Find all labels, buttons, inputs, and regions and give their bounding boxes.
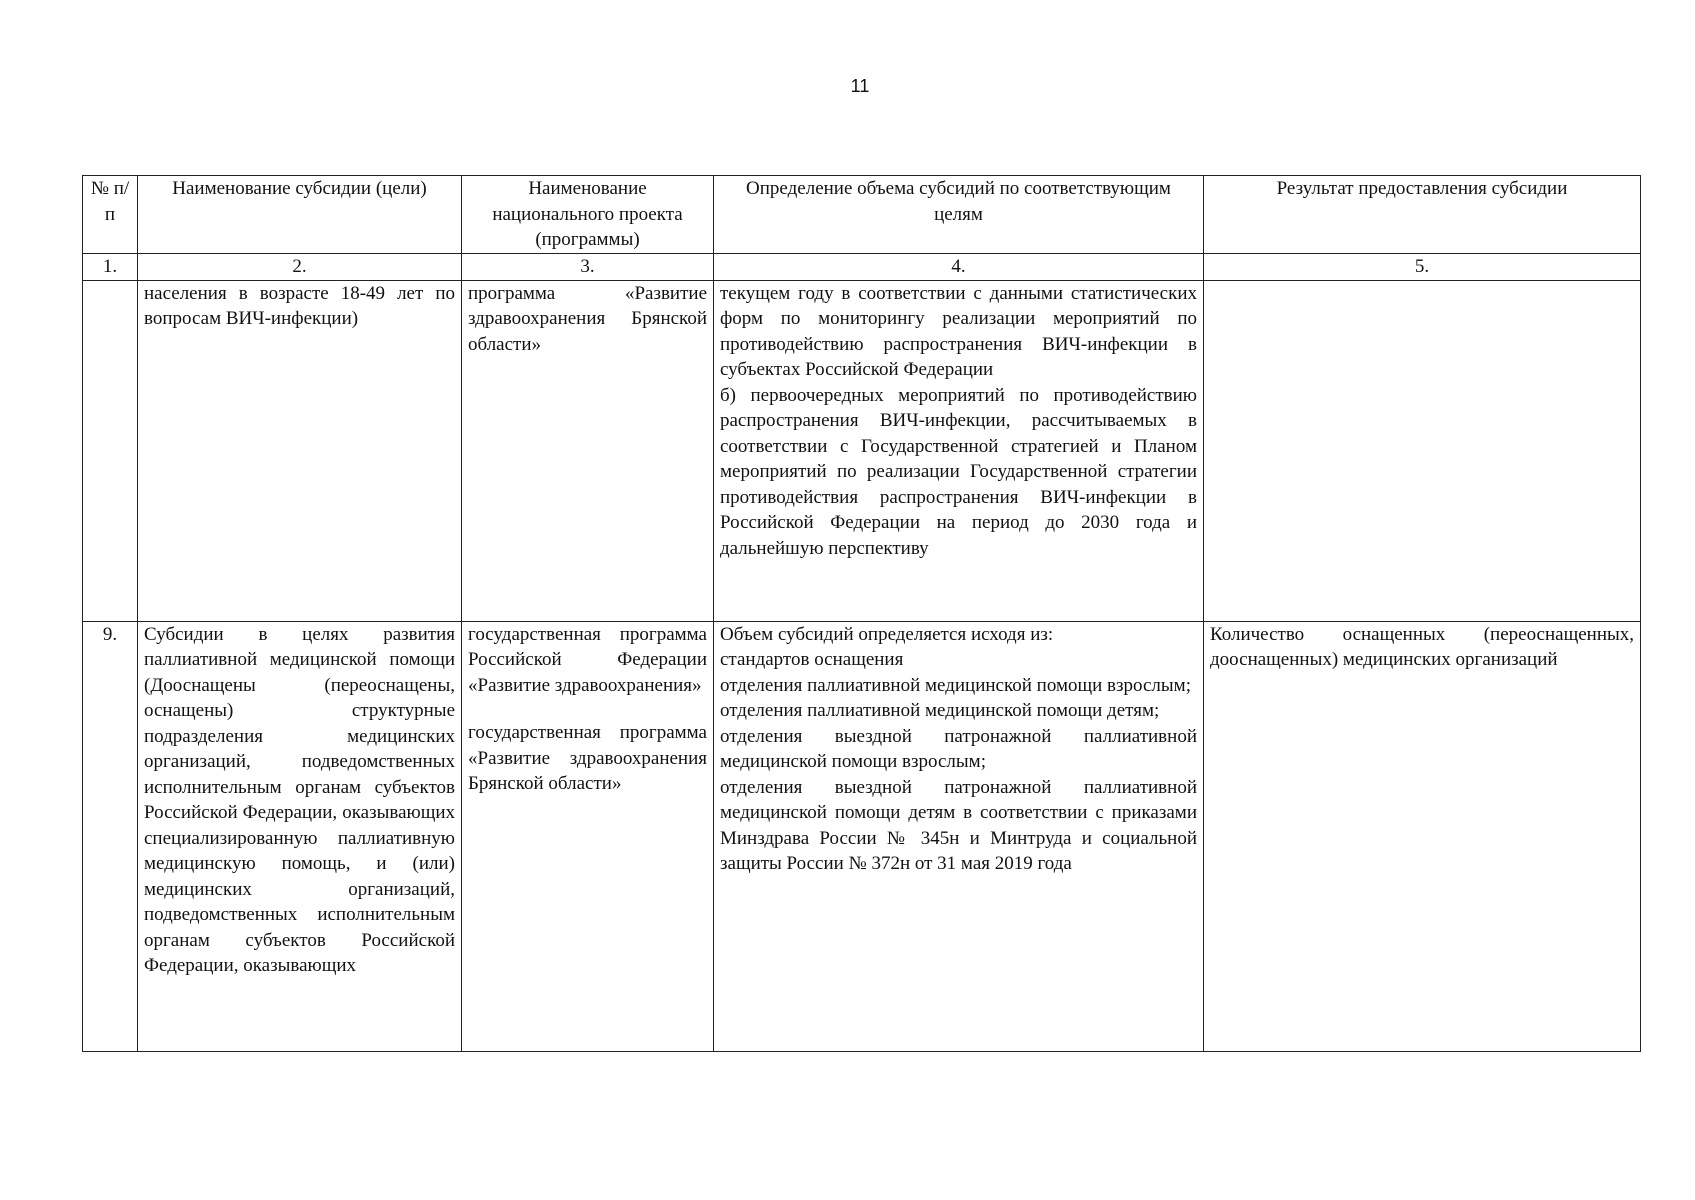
column-number-2: 2. [138, 253, 462, 280]
column-number-1: 1. [83, 253, 138, 280]
column-number-5: 5. [1204, 253, 1641, 280]
row-9-volume-line-2: стандартов оснащения [720, 649, 904, 670]
row-cont-volume-b: б) первоочередных мероприятий по противодействию распространения ВИЧ-инфекции, рассчитываемых в соответствии с Государственной стратегией и Планом мероприятий по реализации Государственной стратегии противодействия распространения ВИЧ-инфекции в Российской Федерации на период до 2030 года и дальнейшую перспективу [720, 384, 1197, 559]
column-number-3: 3. [462, 253, 714, 280]
row-9-program [462, 621, 714, 1051]
header-number: № п/п [83, 176, 138, 254]
row-9-volume-line-5: отделения выездной патронажной паллиативной медицинской помощи взрослым; [720, 725, 1197, 772]
row-9-volume-line-1: Объем субсидий определяется исходя из: [720, 623, 1054, 645]
row-cont-number [83, 280, 138, 621]
header-row [83, 176, 1641, 254]
header-subsidy-name: Наименование субсидии (цели) [138, 176, 462, 254]
subsidies-table [82, 175, 1641, 1052]
row-cont-volume-a: текущем году в соответствии с данными статистических форм по мониторингу реализации мероприятий по противодействию распространения ВИЧ-инфекции в субъектах Российской Федерации [720, 282, 1197, 380]
row-9-program-gap [468, 698, 707, 720]
header-result: Результат предоставления субсидии [1204, 176, 1641, 254]
header-volume-definition: Определение объема субсидий по соответствующим целям [714, 176, 1204, 254]
header-project-name: Наименование национального проекта (программы) [462, 176, 714, 254]
row-cont-result [1204, 280, 1641, 621]
row-cont-subsidy-name: населения в возрасте 18-49 лет по вопросам ВИЧ-инфекции) [138, 280, 462, 621]
row-cont-volume [714, 280, 1204, 621]
column-number-4: 4. [714, 253, 1204, 280]
row-cont-program: программа «Развитие здравоохранения Брянской области» [462, 280, 714, 621]
row-9-program-federal: государственная программа Российской Федерации «Развитие здравоохранения» [468, 623, 707, 696]
row-9-volume-line-3: отделения паллиативной медицинской помощи взрослым; [720, 674, 1191, 696]
table-row-continued [83, 280, 1641, 621]
row-9-program-regional: государственная программа «Развитие здравоохранения Брянской области» [468, 722, 707, 794]
page-number: 11 [850, 76, 870, 96]
row-9-volume-line-4: отделения паллиативной медицинской помощи детям; [720, 700, 1160, 721]
column-numbers-row [83, 253, 1641, 280]
row-9-volume-line-6: отделения выездной патронажной паллиативной медицинской помощи детям в соответствии с приказами Минздрава России № 345н и Минтруда и социальной защиты России № 372н от 31 мая 2019 года [720, 776, 1197, 874]
row-9-volume [714, 621, 1204, 1051]
table-row-9 [83, 621, 1641, 1051]
row-9-result: Количество оснащенных (переоснащенных, дооснащенных) медицинских организаций [1204, 621, 1641, 1051]
row-9-number: 9. [83, 621, 138, 1051]
row-9-subsidy-name: Субсидии в целях развития паллиативной медицинской помощи (Дооснащены (переоснащены, оснащены) структурные подразделения медицинских организаций, подведомственных исполнительным органам субъектов Российской Федерации, оказывающих специализированную паллиативную медицинскую помощь, и (или) медицинских организаций, подведомственных исполнительным органам субъектов Российской Федерации, оказывающих [138, 621, 462, 1051]
